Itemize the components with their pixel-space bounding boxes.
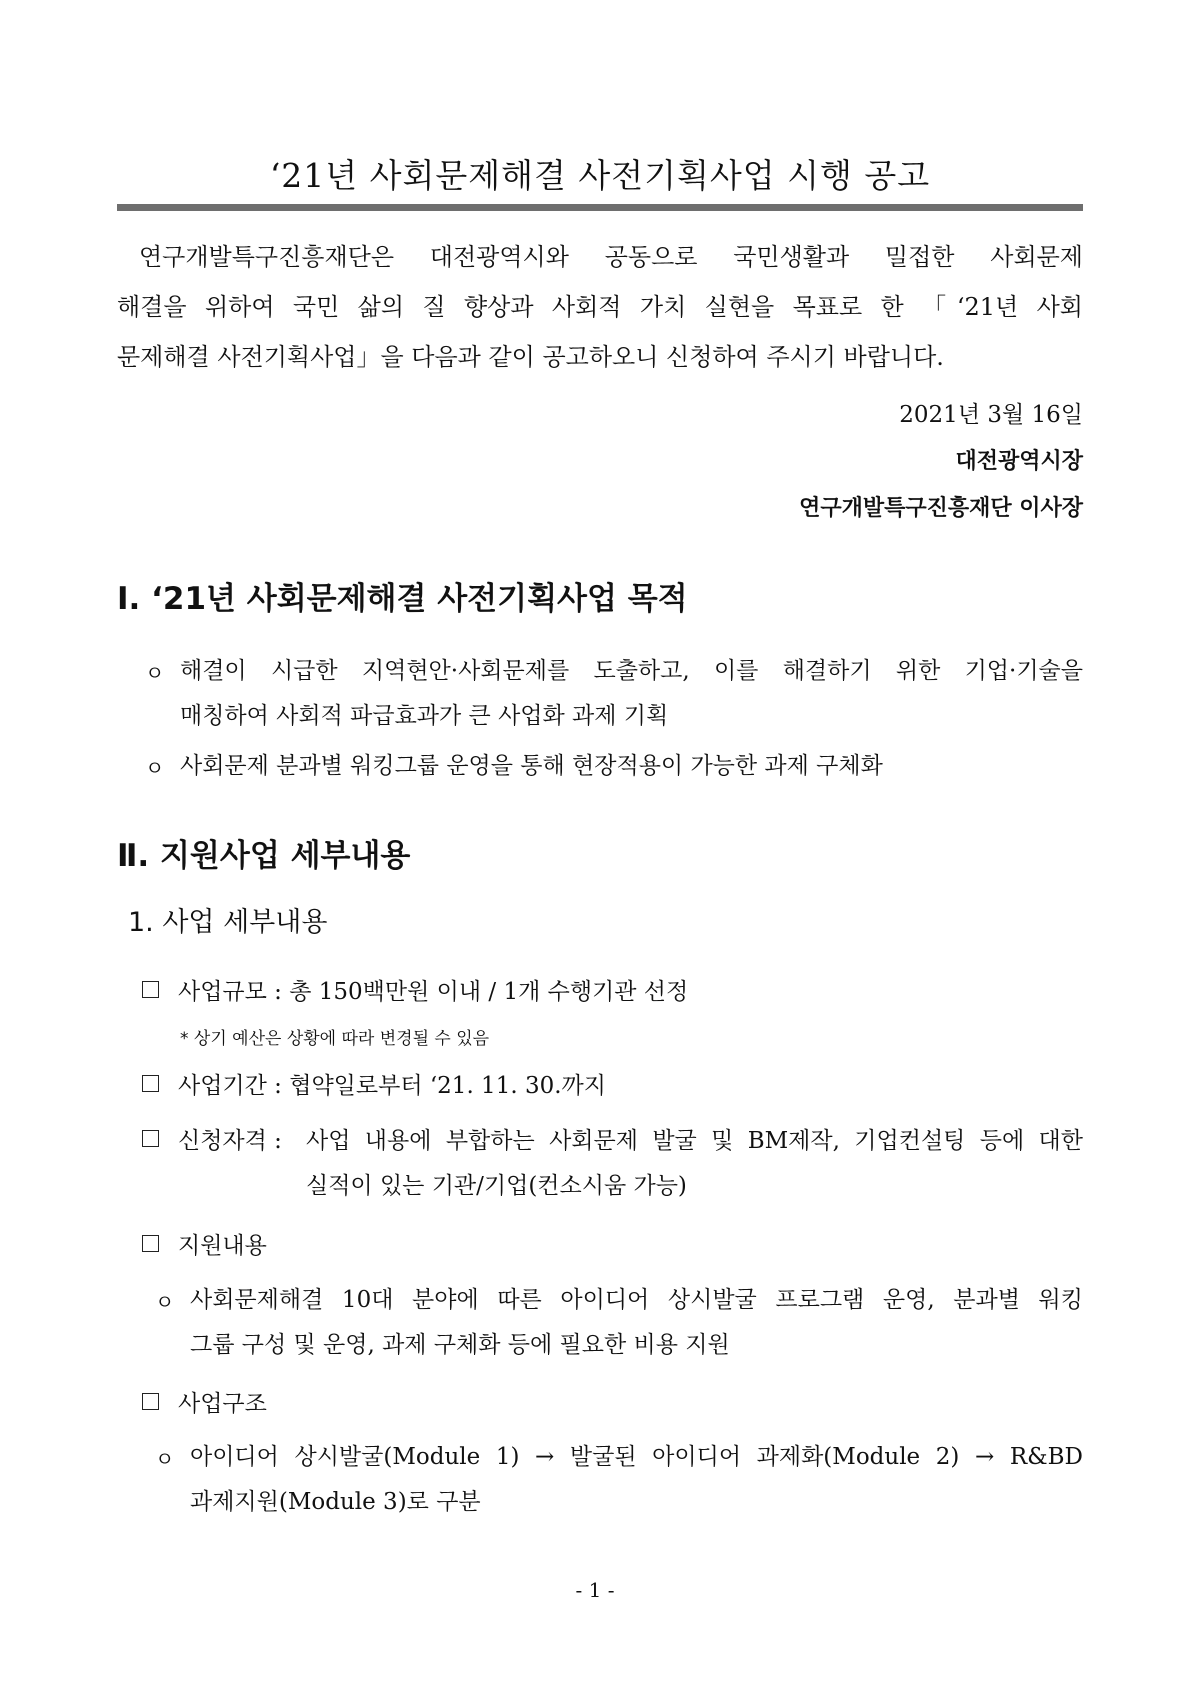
bullet-icon: ㅇ xyxy=(155,1290,175,1314)
signatory-mayor: 대전광역시장 xyxy=(955,449,1083,474)
eligibility-label: 신청자격 : xyxy=(178,1128,282,1154)
intro-line: 문제해결 사전기획사업」을 다음과 같이 공고하오니 신청하여 주시기 바랍니다. xyxy=(117,343,944,371)
bullet-icon: ㅇ xyxy=(145,661,165,685)
scale-item: 사업규모 : 총 150백만원 이내 / 1개 수행기관 선정 xyxy=(178,979,689,1005)
checkbox-square-icon xyxy=(142,1235,159,1252)
section-1-heading: Ⅰ. ‘21년 사회문제해결 사전기획사업 목적 xyxy=(117,581,688,617)
checkbox-square-icon xyxy=(142,981,159,998)
purpose-item-line: 매칭하여 사회적 파급효과가 큰 사업화 과제 기획 xyxy=(180,703,669,729)
intro-line: 해결을 위하여 국민 삶의 질 향상과 사회적 가치 실현을 목표로 한 「‘21년 사회 xyxy=(117,293,1083,321)
bullet-icon: ㅇ xyxy=(145,756,165,780)
purpose-item xyxy=(180,652,1083,685)
checkbox-square-icon xyxy=(142,1393,159,1410)
structure-line: 과제지원(Module 3)로 구분 xyxy=(190,1489,481,1515)
purpose-item: 사회문제 분과별 워킹그룹 운영을 통해 현장적용이 가능한 과제 구체화 xyxy=(180,753,883,779)
structure-line: 아이디어 상시발굴(Module 1) → 발굴된 아이디어 과제화(Module 2) → R&BD xyxy=(190,1444,1083,1470)
section-2-heading: Ⅱ. 지원사업 세부내용 xyxy=(117,838,411,874)
document-title: ‘21년 사회문제해결 사전기획사업 시행 공고 xyxy=(269,156,931,195)
checkbox-square-icon xyxy=(142,1130,159,1147)
subsection-heading: 1. 사업 세부내용 xyxy=(128,907,328,938)
support-label: 지원내용 xyxy=(178,1233,267,1259)
title-underline xyxy=(117,204,1083,211)
page-number: - 1 - xyxy=(575,1578,615,1602)
bullet-icon: ㅇ xyxy=(155,1447,175,1471)
signatory-foundation: 연구개발특구진흥재단 이사장 xyxy=(799,496,1083,521)
support-line: 그룹 구성 및 운영, 과제 구체화 등에 필요한 비용 지원 xyxy=(190,1332,730,1358)
support-text xyxy=(190,1281,1083,1314)
structure-text xyxy=(190,1438,1083,1471)
intro-paragraph xyxy=(117,232,1083,382)
scale-note: * 상기 예산은 상황에 따라 변경될 수 있음 xyxy=(180,1029,490,1049)
intro-line: 연구개발특구진흥재단은 대전광역시와 공동으로 국민생활과 밀접한 사회문제 xyxy=(139,243,1083,271)
support-line: 사회문제해결 10대 분야에 따른 아이디어 상시발굴 프로그램 운영, 분과별 워킹 xyxy=(190,1287,1083,1313)
purpose-item-line: 해결이 시급한 지역현안·사회문제를 도출하고, 이를 해결하기 위한 기업·기술을 xyxy=(180,658,1083,684)
announcement-date: 2021년 3월 16일 xyxy=(899,402,1083,428)
eligibility-text xyxy=(306,1122,1083,1155)
eligibility-line: 사업 내용에 부합하는 사회문제 발굴 및 BM제작, 기업컨설팅 등에 대한 xyxy=(306,1128,1083,1154)
structure-label: 사업구조 xyxy=(178,1391,267,1417)
eligibility-line: 실적이 있는 기관/기업(컨소시움 가능) xyxy=(306,1173,687,1199)
checkbox-square-icon xyxy=(142,1075,159,1092)
period-item: 사업기간 : 협약일로부터 ‘21. 11. 30.까지 xyxy=(178,1073,606,1099)
